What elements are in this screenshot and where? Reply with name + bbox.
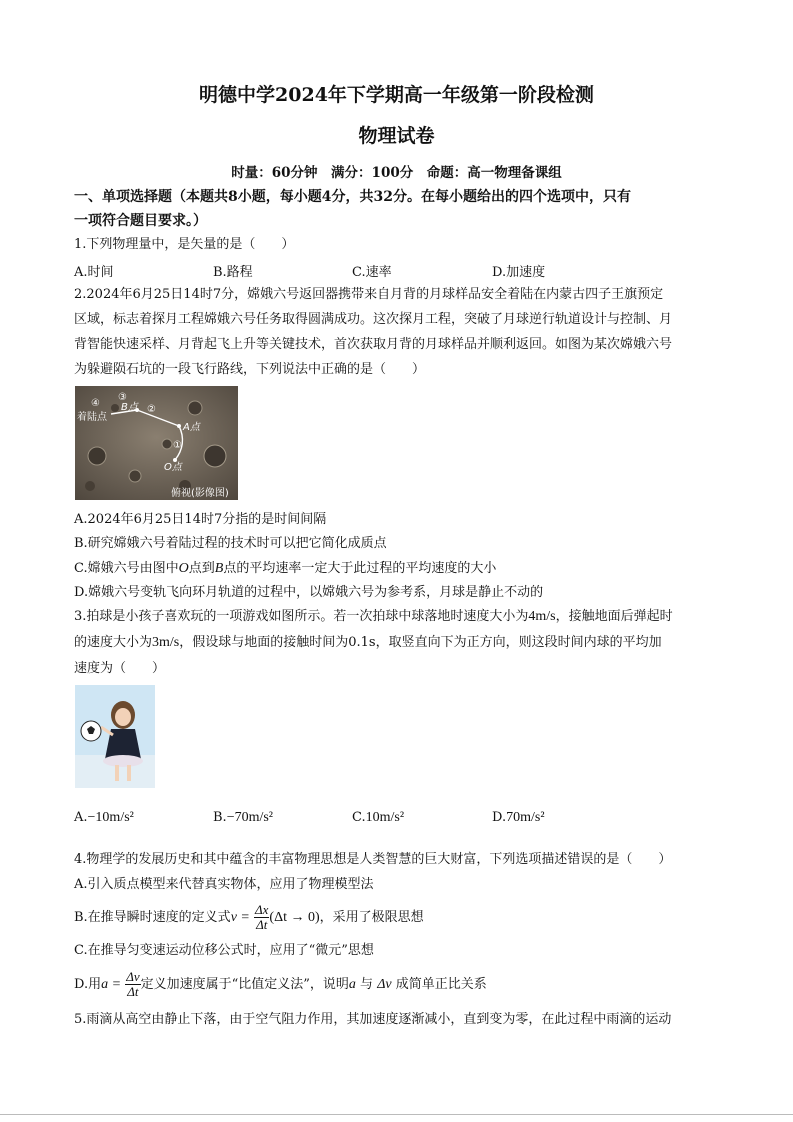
q3-line-2b: ，假设球与地面的接触时间为0.1s，取竖直向下为正方向，则这段时间内球的平均加 [179, 635, 662, 650]
q2-option-c-part3: 点的平均速率一定大于此过程的平均速度的大小 [223, 561, 497, 576]
q3-option-a [74, 810, 134, 826]
q2-option-a: A.2024年6月25日14时7分指的是时间间隔 [74, 512, 327, 527]
q3-option-d [492, 810, 545, 826]
q4-option-d-a2: a [348, 977, 356, 992]
q4-option-d-part3: 与 [360, 977, 374, 992]
q2-line-4: 为躲避陨石坑的一段飞行路线，下列说法中正确的是（ ） [74, 362, 426, 377]
crater [111, 404, 119, 412]
crater [129, 470, 141, 482]
a-point-label: A点 [183, 422, 200, 433]
q4-option-b-numerator: Δx [255, 902, 269, 917]
q3-option-c-value: 10m/s² [365, 810, 405, 825]
b-point-label: B点 [121, 402, 138, 413]
marker-2: ② [147, 404, 156, 415]
q1-stem: 1.下列物理量中，是矢量的是（ ） [74, 237, 295, 252]
q4-option-d-a: a = [101, 977, 122, 992]
q4-option-d-part4: 成简单正比关系 [395, 977, 487, 992]
q4-option-d-dv: Δv [377, 977, 392, 992]
crater [162, 439, 172, 449]
q4-option-d-denominator: Δt [127, 984, 139, 999]
girl-skirt-tulle [103, 755, 143, 767]
figure-caption: 俯视(影像图) [171, 488, 229, 499]
q2-option-c-o: O [178, 561, 189, 576]
q3-option-b-label: B. [213, 810, 227, 825]
q3-line-1 [74, 608, 673, 626]
q4-option-b-part1: B.在推导瞬时速度的定义式 [74, 910, 231, 925]
crater [88, 447, 106, 465]
q1-option-c: C.速率 [352, 265, 392, 280]
q4-stem: 4.物理学的发展历史和其中蕴含的丰富物理思想是人类智慧的巨大财富，下列选项描述错误的是（ ） [74, 852, 672, 867]
exam-subtitle: 物理试卷 [358, 125, 435, 147]
q4-option-d-part1: D.用 [74, 977, 102, 992]
q4-option-c: C.在推导匀变速运动位移公式时，应用了“微元”思想 [74, 943, 374, 958]
q4-option-b-limit: (Δt → 0) [269, 910, 320, 925]
q4-option-d-fraction [125, 970, 140, 999]
landing-point-label: 着陆点 [77, 412, 107, 423]
lunar-path-figure [75, 386, 238, 500]
q3-line-2a: 的速度大小为 [74, 635, 153, 650]
q3-option-c-label: C. [352, 810, 366, 825]
q3-option-a-label: A. [74, 810, 88, 825]
marker-4: ④ [91, 398, 100, 409]
crater [85, 481, 95, 491]
q4-option-b-part2: ，采用了极限思想 [319, 910, 424, 925]
q4-option-a: A.引入质点模型来代替真实物体，应用了物理模型法 [74, 877, 374, 892]
o-point-label: O点 [164, 462, 182, 473]
q3-speed-2: 3m/s [152, 635, 180, 650]
q1-option-a: A.时间 [74, 265, 114, 280]
girl-leg-left [115, 765, 119, 781]
q2-option-c-part1: C.嫦娥六号由图中 [74, 561, 179, 576]
q4-option-d-numerator: Δv [126, 969, 140, 984]
q2-line-2: 区域，标志着探月工程嫦娥六号任务取得圆满成功。这次探月工程，突破了月球逆行轨道设计与控制、月 [74, 312, 673, 327]
exam-title: 明德中学2024年下学期高一年级第一阶段检测 [199, 84, 594, 106]
section-heading-line2: 一项符合题目要求。） [74, 213, 207, 229]
section-heading-line1: 一、单项选择题（本题共8小题，每小题4分，共32分。在每小题给出的四个选项中，只有 [74, 189, 631, 205]
q2-option-d: D.嫦娥六号变轨飞向环月轨道的过程中，以嫦娥六号为参考系，月球是静止不动的 [74, 585, 544, 600]
q3-option-b [213, 810, 273, 826]
q3-option-b-value: −70m/s² [226, 810, 274, 825]
girl-leg-right [127, 765, 131, 781]
q4-option-d [74, 968, 487, 1002]
q3-line-1b: ，接触地面后弹起时 [555, 609, 673, 624]
q2-option-c-part2: 点到 [188, 561, 215, 576]
q3-line-1a: 3.拍球是小孩子喜欢玩的一项游戏如图所示。若一次拍球中球落地时速度大小为 [74, 609, 529, 624]
q4-option-b-v: v = [230, 910, 250, 925]
q2-option-c-b: B [214, 561, 224, 576]
crater [204, 445, 226, 467]
a-point-dot [177, 424, 181, 428]
q5-stem: 5.雨滴从高空由静止下落，由于空气阻力作用，其加速度逐渐减小，直到变为零，在此过程中雨滴的运动 [74, 1012, 672, 1027]
q3-option-d-label: D. [492, 810, 507, 825]
exam-meta: 时量：60分钟 满分：100分 命题：高一物理备课组 [231, 165, 562, 181]
q1-option-b: B.路程 [213, 265, 253, 280]
girl-bouncing-ball-photo [75, 685, 155, 788]
q2-line-1: 2.2024年6月25日14时7分，嫦娥六号返回器携带来自月背的月球样品安全着陆在内蒙古四子王旗预定 [74, 287, 664, 302]
crater [188, 401, 202, 415]
page-bottom-rule [0, 1114, 793, 1115]
marker-1: ① [173, 440, 182, 451]
girl-face [115, 708, 131, 726]
q4-option-b-fraction [254, 903, 269, 932]
q3-line-3: 速度为（ ） [74, 661, 166, 676]
q1-option-d: D.加速度 [492, 265, 546, 280]
q3-speed-1: 4m/s [528, 609, 556, 624]
marker-3: ③ [118, 392, 127, 403]
q3-option-c [352, 810, 404, 826]
q2-line-3: 背智能快速采样、月背起飞上升等关键技术，首次获取月背的月球样品并顺利返回。如图为某次嫦娥六号 [74, 337, 673, 352]
q3-option-d-value: 70m/s² [506, 810, 545, 825]
q4-option-b [74, 901, 424, 935]
q4-option-d-part2: 定义加速度属于“比值定义法”，说明 [140, 977, 349, 992]
q3-option-a-value: −10m/s² [87, 810, 134, 825]
q4-option-b-denominator: Δt [256, 917, 268, 932]
q2-option-b: B.研究嫦娥六号着陆过程的技术时可以把它简化成质点 [74, 536, 387, 551]
q2-option-c [74, 560, 496, 578]
q3-line-2 [74, 634, 662, 652]
